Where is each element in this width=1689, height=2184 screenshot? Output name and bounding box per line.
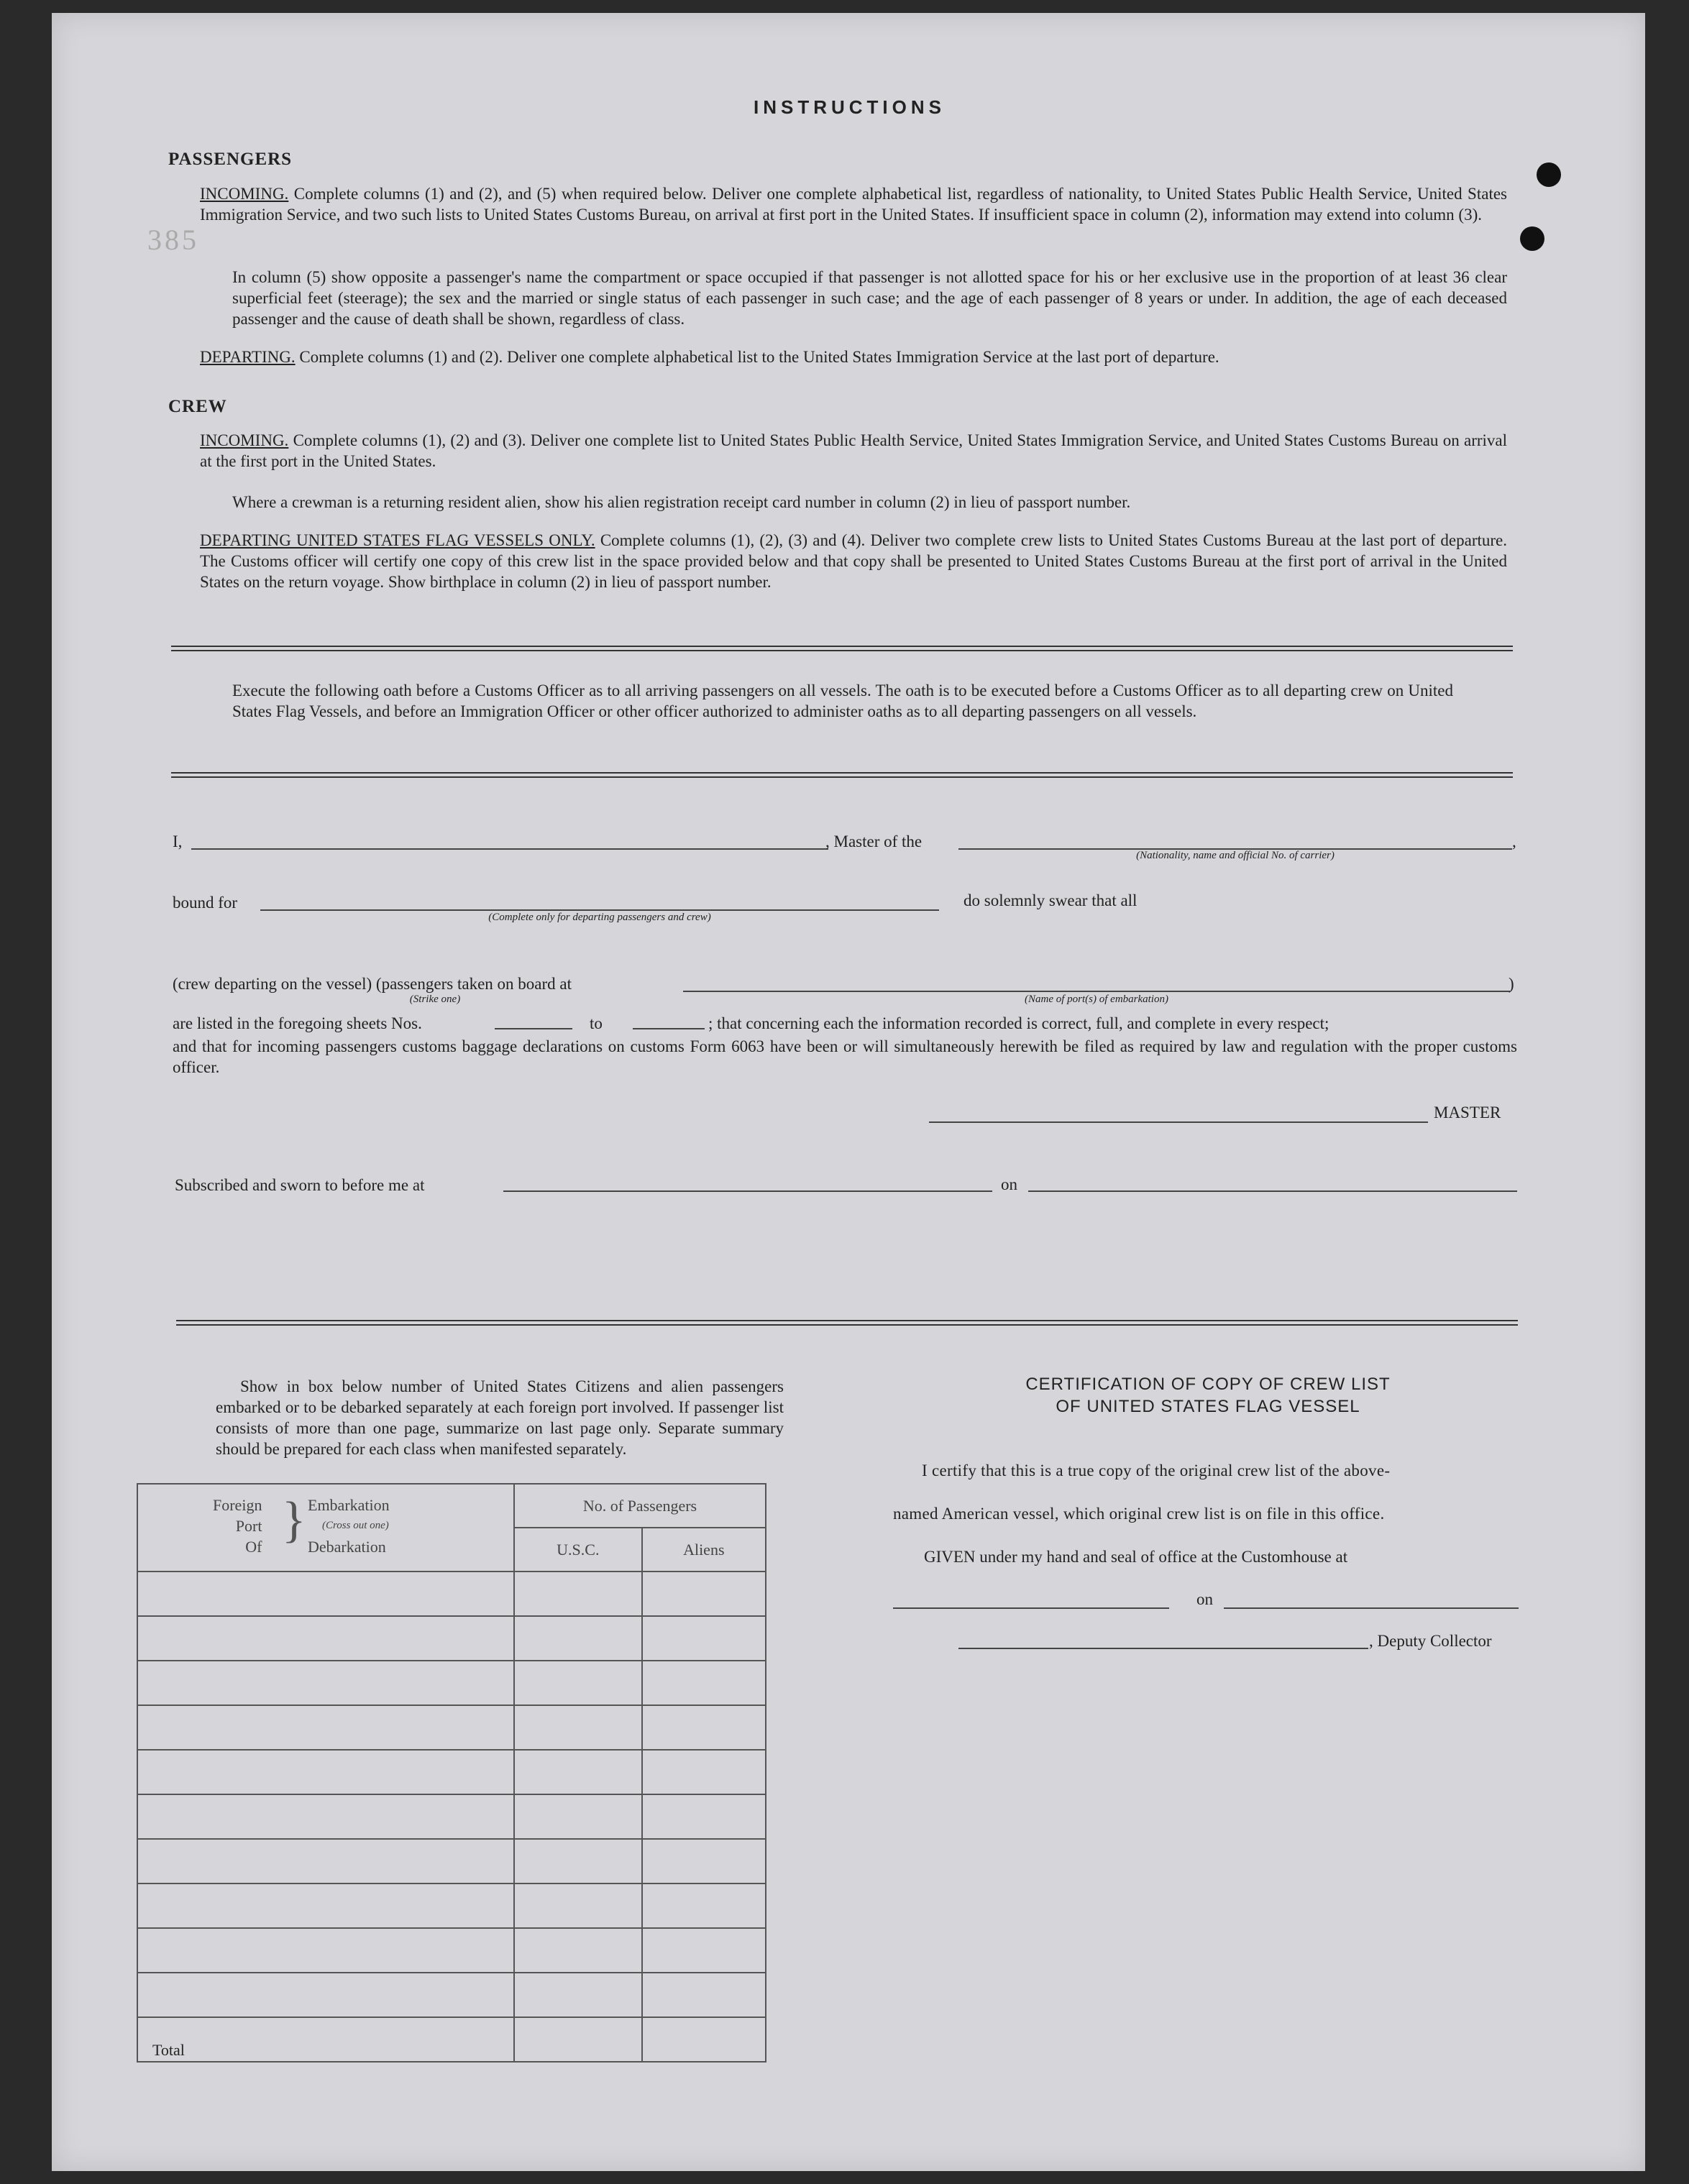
oath-swear: do solemnly swear that all (963, 891, 1138, 909)
oath-crew-departing: (crew departing on the vessel) (passengers taken on board at (173, 975, 572, 993)
passengers-heading: PASSENGERS (168, 150, 293, 169)
passengers-departing-text: Complete columns (1) and (2). Deliver one complete alphabetical list to the United States Immigration Service at the last port of departure. (299, 348, 1219, 366)
total-label: Total (137, 2017, 514, 2062)
customhouse-place-field[interactable] (893, 1607, 1169, 1609)
table-row (137, 1973, 766, 2017)
certification-text-3: GIVEN under my hand and seal of office at the Customhouse at (924, 1548, 1348, 1566)
col-no-passengers: No. of Passengers (514, 1484, 766, 1528)
punch-hole-bottom (1520, 226, 1544, 251)
margin-mark: 385 (147, 224, 199, 256)
oath-master-of: , Master of the (825, 832, 923, 850)
deputy-collector-label: , Deputy Collector (1369, 1632, 1492, 1650)
crew-alien-note: Where a crewman is a returning resident alien, show his alien registration receipt card number in column (2) in lieu of passport number. (232, 493, 1131, 511)
sheet-from-field[interactable] (495, 1028, 572, 1029)
port-header: Foreign Port Of } Embarkation (Cross out one) Debarkation (137, 1484, 514, 1572)
subscribed-label: Subscribed and sworn to before me at (175, 1176, 425, 1194)
strike-one-caption: (Strike one) (409, 994, 461, 1005)
passengers-departing-label: DEPARTING. (200, 348, 296, 366)
oath-comma: , (1512, 832, 1516, 850)
col-foreign: Foreign (213, 1496, 262, 1514)
deputy-collector-signature-field[interactable] (958, 1648, 1368, 1649)
passengers-incoming-text: Complete columns (1) and (2), and (5) when required below. Deliver one complete alphabetical list, regardless of nationality, to United States Public Health Service, United States Immigration Service, and two such lists to United States Customs Bureau, on arrival at first port in the United States. If insufficient space in column (2), information may extend into column (3). (200, 185, 1508, 224)
crew-departing-label: DEPARTING UNITED STATES FLAG VESSELS ONLY. (200, 531, 595, 549)
subscribed-date-field[interactable] (1028, 1190, 1517, 1192)
table-row (137, 1928, 766, 1973)
master-label: MASTER (1434, 1104, 1501, 1121)
embarkation-port-field[interactable] (683, 991, 1510, 992)
punch-hole-top (1537, 162, 1561, 187)
certification-text-1: I certify that this is a true copy of the original crew list of the above- (922, 1462, 1391, 1479)
crew-incoming-text: Complete columns (1), (2) and (3). Deliver one complete list to United States Public Health Service, United States Immigration Service, and United States Customs Bureau on arrival at the first port in the United States. (200, 431, 1507, 470)
oath-listed-1: are listed in the foregoing sheets Nos. (173, 1014, 422, 1032)
oath-instruction: Execute the following oath before a Customs Officer as to all arriving passengers on all vessels. The oath is to be executed before a Customs Officer as to all departing crew on United States Flag Vessels, and before an Immigration Officer or other officer authorized to administer oaths as to all departing passengers on all vessels. (232, 682, 1453, 720)
divider-2 (171, 772, 1513, 778)
divider-1 (171, 646, 1513, 651)
col-debarkation: Debarkation (308, 1538, 386, 1556)
table-row (137, 1661, 766, 1705)
embark-caption: (Name of port(s) of embarkation) (1025, 994, 1168, 1005)
table-row (137, 1839, 766, 1884)
table-row (137, 1884, 766, 1928)
col-port: Port (235, 1517, 262, 1535)
certification-text-2: named American vessel, which original crew list is on file in this office. (893, 1505, 1385, 1523)
subscribed-place-field[interactable] (503, 1190, 992, 1192)
master-signature-field[interactable] (929, 1121, 1428, 1123)
summary-instruction: Show in box below number of United States Citizens and alien passengers embarked or to be debarked separately at each foreign port involved. If passenger list consists of more than one page, summarize on last page only. Separate summary should be prepared for each class when manifested separately. (216, 1377, 784, 1458)
total-row (137, 2017, 766, 2062)
table-row (137, 1794, 766, 1839)
passengers-incoming (200, 183, 1507, 225)
oath-i: I, (173, 832, 183, 850)
oath-listed-3: and that for incoming passengers customs baggage declarations on customs Form 6063 have been or will simultaneously herewith be filed as required by law and regulation with the proper customs officer. (173, 1037, 1517, 1076)
crew-departing-text: Complete columns (1), (2), (3) and (4). Deliver two complete crew lists to United States Customs Bureau at the last port of departure. The Customs officer will certify one copy of this crew list in the space provided below and that copy shall be presented to United States Customs Bureau at the first port of arrival in the United States on the return voyage. Show birthplace in column (2) in lieu of passport number. (200, 531, 1508, 591)
col-cross: (Cross out one) (322, 1520, 389, 1531)
passengers-incoming-label: INCOMING. (200, 185, 289, 203)
passengers-departing (200, 347, 1507, 367)
table-row (137, 1572, 766, 1616)
table-row (137, 1705, 766, 1750)
passengers-column5: In column (5) show opposite a passenger's name the compartment or space occupied if that passenger is not allotted space for his or her exclusive use in the proportion of at least 36 clear superficial feet (steerage); the sex and the married or single status of each passenger in such case; and the age of each passenger of 8 years or under. In addition, the age of each deceased passenger and the cause of death shall be shown, regardless of class. (232, 268, 1507, 328)
passenger-summary-table (137, 1483, 766, 2063)
divider-3 (176, 1320, 1518, 1326)
certification-heading (935, 1373, 1481, 1418)
col-aliens: Aliens (642, 1528, 766, 1572)
sheet-to-field[interactable] (633, 1028, 705, 1029)
crew-incoming-label: INCOMING. (200, 431, 289, 449)
oath-close-paren: ) (1509, 975, 1514, 993)
certification-on: on (1196, 1590, 1213, 1608)
col-usc: U.S.C. (514, 1528, 642, 1572)
page-title: INSTRUCTIONS (754, 96, 946, 118)
subscribed-on: on (1001, 1175, 1017, 1193)
crew-incoming (200, 430, 1507, 472)
table-row (137, 1616, 766, 1661)
table-row (137, 1750, 766, 1794)
oath-bound-for: bound for (173, 894, 238, 912)
certification-heading-1: CERTIFICATION OF COPY OF CREW LIST (1025, 1375, 1391, 1394)
bound-for-field[interactable] (260, 909, 939, 911)
crew-heading: CREW (168, 397, 227, 416)
crew-departing (200, 530, 1507, 592)
oath-listed-to: to (590, 1014, 603, 1032)
col-of: Of (245, 1538, 262, 1556)
master-name-field[interactable] (191, 848, 828, 850)
col-embarkation: Embarkation (308, 1496, 390, 1514)
customhouse-date-field[interactable] (1224, 1607, 1519, 1609)
oath-listed-2: ; that concerning each the information recorded is correct, full, and complete in every respect; (708, 1014, 1329, 1032)
bound-caption: (Complete only for departing passengers and crew) (488, 912, 711, 923)
carrier-caption: (Nationality, name and official No. of carrier) (1136, 850, 1335, 861)
certification-heading-2: OF UNITED STATES FLAG VESSEL (1056, 1397, 1360, 1416)
